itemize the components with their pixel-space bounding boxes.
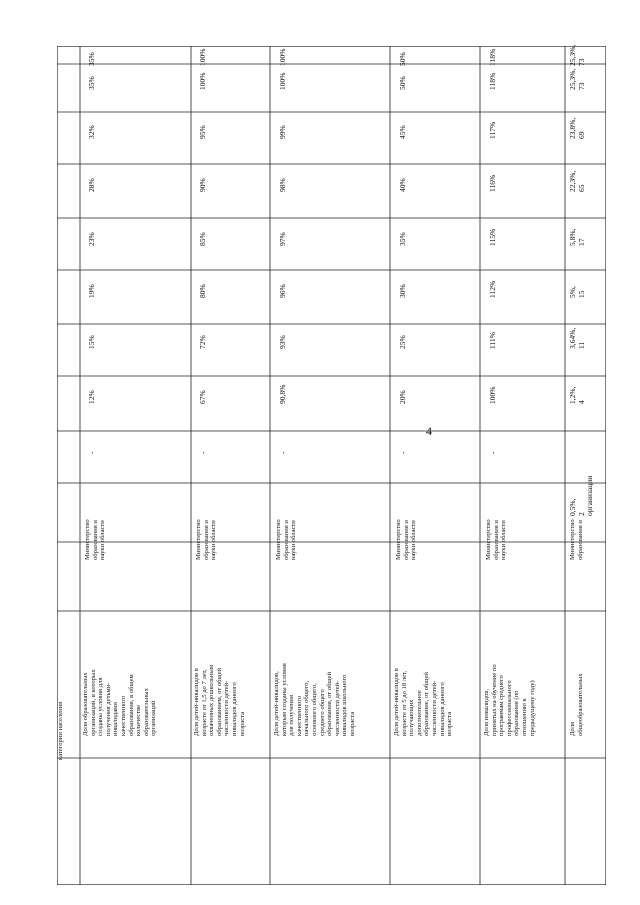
year-value-cell: 23,8%, 69 bbox=[568, 117, 586, 139]
year-value-cell: 5,8%, 17 bbox=[568, 228, 586, 246]
baseline-value-cell: - bbox=[278, 451, 287, 454]
indicator-cell: Доля детей-инвалидов в возрасте от 1,5 до 7 лет, охваченных дошкольным образованием, от общей численности детей- инвалидов данного возраста bbox=[193, 664, 246, 736]
executor-cell: Министерство образования и науки области bbox=[84, 519, 107, 560]
indicator-cell: Доля общеобразовательных bbox=[569, 673, 584, 736]
year-value-cell: 20% bbox=[398, 390, 407, 404]
executor-cell: Министерство образования и науки области bbox=[485, 519, 508, 560]
year-value-cell: 45% bbox=[398, 125, 407, 139]
year-value-cell: 40% bbox=[398, 178, 407, 192]
year-value-cell: 15% bbox=[87, 335, 96, 349]
page-number: 4 bbox=[426, 424, 432, 438]
year-value-cell: 50% bbox=[398, 52, 407, 66]
year-value-cell: 98% bbox=[278, 178, 287, 192]
year-value-cell: 22,3%, 65 bbox=[568, 170, 586, 192]
year-value-cell: 100% bbox=[198, 72, 207, 90]
year-value-cell: 25,3%, 73 bbox=[568, 68, 586, 90]
year-value-cell: 5%, 15 bbox=[568, 286, 586, 298]
year-value-cell: 118% bbox=[488, 48, 497, 66]
year-value-cell: 111% bbox=[488, 332, 497, 349]
year-value-cell: 1,2%, 4 bbox=[568, 386, 586, 404]
year-value-cell: 112% bbox=[488, 280, 497, 298]
year-value-cell: 50% bbox=[398, 76, 407, 90]
year-value-cell: 116% bbox=[488, 174, 497, 192]
year-value-cell: 72% bbox=[198, 335, 207, 349]
document-table bbox=[57, 46, 606, 885]
year-value-cell: 96% bbox=[278, 284, 287, 298]
year-value-cell: 80% bbox=[198, 284, 207, 298]
year-value-cell: 115% bbox=[488, 228, 497, 246]
executor-cell: Министерство образования и науки области bbox=[275, 519, 298, 560]
executor-cell: Министерство образования и bbox=[569, 519, 584, 560]
year-value-cell: 118% bbox=[488, 72, 497, 90]
table-row bbox=[57, 46, 606, 885]
indicator-cell: Доля образовательных организаций, в которых созданы условия для получения детьми- инвалидами качественного образования, в общем количестве образовательных организаций bbox=[82, 669, 158, 736]
year-value-cell: 100% bbox=[198, 48, 207, 66]
baseline-value-cell: - bbox=[198, 451, 207, 454]
year-value-cell: 100% bbox=[278, 72, 287, 90]
year-value-cell: 90% bbox=[198, 178, 207, 192]
year-value-cell: 35% bbox=[398, 232, 407, 246]
year-value-cell: 90,8% bbox=[278, 384, 287, 404]
indicator-cell: Доля детей-инвалидов, которым созданы условия для получения качественного начального общего, основного общего, среднего общего образования, от общей численности детей- инвалидов школьного возраста bbox=[273, 663, 356, 736]
year-value-cell: 100% bbox=[488, 386, 497, 404]
year-value-cell: 85% bbox=[198, 232, 207, 246]
year-value-cell: 100% bbox=[278, 48, 287, 66]
year-value-cell: 35% bbox=[87, 76, 96, 90]
executor-cell: Министерство образования и науки области bbox=[395, 519, 418, 560]
year-value-cell: 23% bbox=[87, 232, 96, 246]
year-value-cell: 97% bbox=[278, 232, 287, 246]
year-value-cell: 12% bbox=[87, 390, 96, 404]
baseline-value-cell: 0,5%, 2 организации bbox=[568, 475, 594, 516]
year-value-cell: 35% bbox=[87, 52, 96, 66]
year-value-cell: 93% bbox=[278, 335, 287, 349]
indicator-cell: Доля детей-инвалидов в возрасте от 5 до 18 лет, получающих дополнительное образование, от общей численности детей- инвалидов данного возраста bbox=[393, 668, 454, 736]
year-value-cell: 25% bbox=[398, 335, 407, 349]
year-value-cell: 28% bbox=[87, 178, 96, 192]
year-value-cell: 67% bbox=[198, 390, 207, 404]
baseline-value-cell: - bbox=[398, 451, 407, 454]
indicator-cell: Доля инвалидов, принятых на обучение по программам среднего профессионального образования (по отношению к предыдущему году) bbox=[483, 664, 536, 736]
header-fragment: категории населения bbox=[57, 701, 64, 760]
baseline-value-cell: - bbox=[488, 451, 497, 454]
year-value-cell: 95% bbox=[198, 125, 207, 139]
executor-cell: Министерство образования и науки области bbox=[195, 519, 218, 560]
year-value-cell: 19% bbox=[87, 284, 96, 298]
year-value-cell: 99% bbox=[278, 125, 287, 139]
year-value-cell: 117% bbox=[488, 121, 497, 139]
year-value-cell: 3,64%, 11 bbox=[568, 327, 586, 349]
year-value-cell: 30% bbox=[398, 284, 407, 298]
baseline-value-cell: - bbox=[87, 451, 96, 454]
year-value-cell: 25,3%, 73 bbox=[568, 44, 586, 66]
year-value-cell: 32% bbox=[87, 125, 96, 139]
